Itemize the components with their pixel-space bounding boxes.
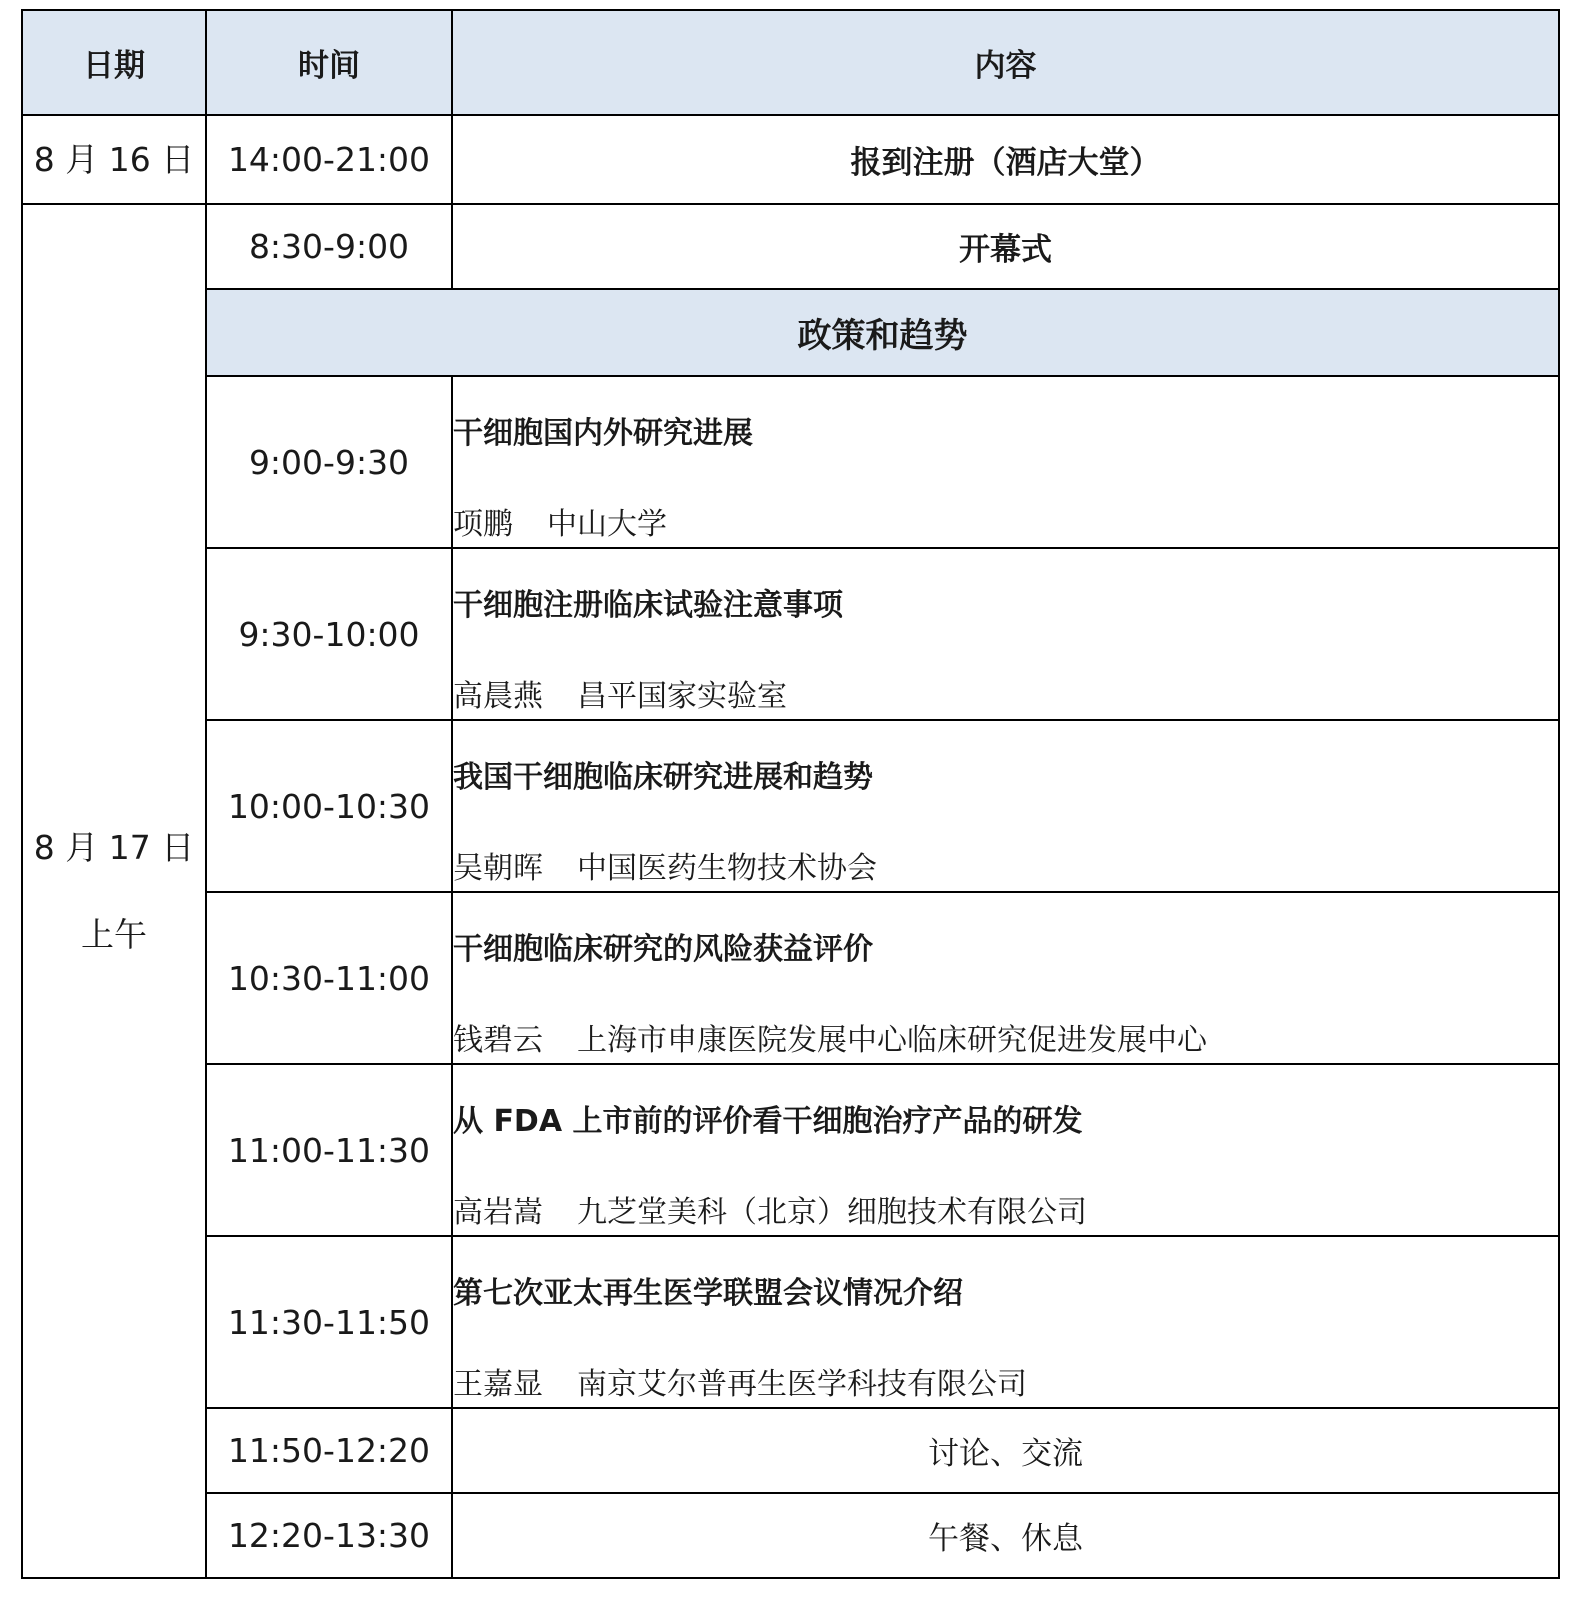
agenda-table: [21, 9, 1560, 1579]
talk-title: 干细胞国内外研究进展: [453, 415, 753, 451]
talk-title: 从 FDA 上市前的评价看干细胞治疗产品的研发: [453, 1103, 1083, 1139]
talk-speaker-line: [453, 499, 1558, 543]
table-row: [22, 376, 1559, 548]
speaker-org: 中山大学: [547, 506, 667, 542]
time-cell: 11:30-11:50: [206, 1236, 452, 1408]
time-cell: 9:00-9:30: [206, 376, 452, 548]
speaker-name: 高岩嵩: [453, 1194, 543, 1230]
table-row: [22, 1493, 1559, 1578]
content-cell: 报到注册（酒店大堂）: [452, 115, 1559, 204]
speaker-org: 中国医药生物技术协会: [577, 850, 877, 886]
time-cell: 11:00-11:30: [206, 1064, 452, 1236]
time-cell: 12:20-13:30: [206, 1493, 452, 1578]
table-row: [22, 115, 1559, 204]
speaker-name: 钱碧云: [453, 1022, 543, 1058]
section-row: [22, 289, 1559, 376]
content-cell: 开幕式: [452, 204, 1559, 289]
time-cell: 8:30-9:00: [206, 204, 452, 289]
time-cell: 11:50-12:20: [206, 1408, 452, 1493]
time-cell: 9:30-10:00: [206, 548, 452, 720]
talk-title: 干细胞临床研究的风险获益评价: [453, 931, 873, 967]
time-cell: 14:00-21:00: [206, 115, 452, 204]
table-row: [22, 1236, 1559, 1408]
speaker-name: 吴朝晖: [453, 850, 543, 886]
speaker-org: 九芝堂美科（北京）细胞技术有限公司: [577, 1194, 1087, 1230]
talk-cell: [452, 1064, 1559, 1236]
table-row: [22, 892, 1559, 1064]
date-cell-day1: 8 月 16 日: [22, 115, 206, 204]
talk-speaker-line: [453, 843, 1558, 887]
table-row: [22, 1064, 1559, 1236]
table-row: [22, 204, 1559, 289]
speaker-org: 上海市申康医院发展中心临床研究促进发展中心: [577, 1022, 1207, 1058]
header-time: 时间: [206, 10, 452, 115]
content-cell: 讨论、交流: [452, 1408, 1559, 1493]
content-cell: 午餐、休息: [452, 1493, 1559, 1578]
header-date: 日期: [22, 10, 206, 115]
talk-cell: [452, 376, 1559, 548]
talk-cell: [452, 720, 1559, 892]
talk-cell: [452, 892, 1559, 1064]
period-label: 上午: [81, 915, 147, 954]
talk-title: 我国干细胞临床研究进展和趋势: [453, 759, 873, 795]
talk-title: 干细胞注册临床试验注意事项: [453, 587, 843, 623]
talk-speaker-line: [453, 1187, 1558, 1231]
speaker-name: 高晨燕: [453, 678, 543, 714]
talk-speaker-line: [453, 1015, 1558, 1059]
talk-speaker-line: [453, 1359, 1558, 1403]
speaker-org: 昌平国家实验室: [577, 678, 787, 714]
talk-title: 第七次亚太再生医学联盟会议情况介绍: [453, 1275, 963, 1311]
date-cell-day2: [22, 204, 206, 1578]
table-row: [22, 1408, 1559, 1493]
header-content: 内容: [452, 10, 1559, 115]
date-label: 8 月 17 日: [33, 828, 195, 867]
speaker-org: 南京艾尔普再生医学科技有限公司: [577, 1366, 1027, 1402]
table-row: [22, 720, 1559, 892]
time-cell: 10:00-10:30: [206, 720, 452, 892]
talk-speaker-line: [453, 671, 1558, 715]
section-title: 政策和趋势: [206, 289, 1559, 376]
table-row: [22, 548, 1559, 720]
talk-cell: [452, 548, 1559, 720]
time-cell: 10:30-11:00: [206, 892, 452, 1064]
header-row: [22, 10, 1559, 115]
speaker-name: 王嘉显: [453, 1366, 543, 1402]
talk-cell: [452, 1236, 1559, 1408]
speaker-name: 项鹏: [453, 506, 513, 542]
